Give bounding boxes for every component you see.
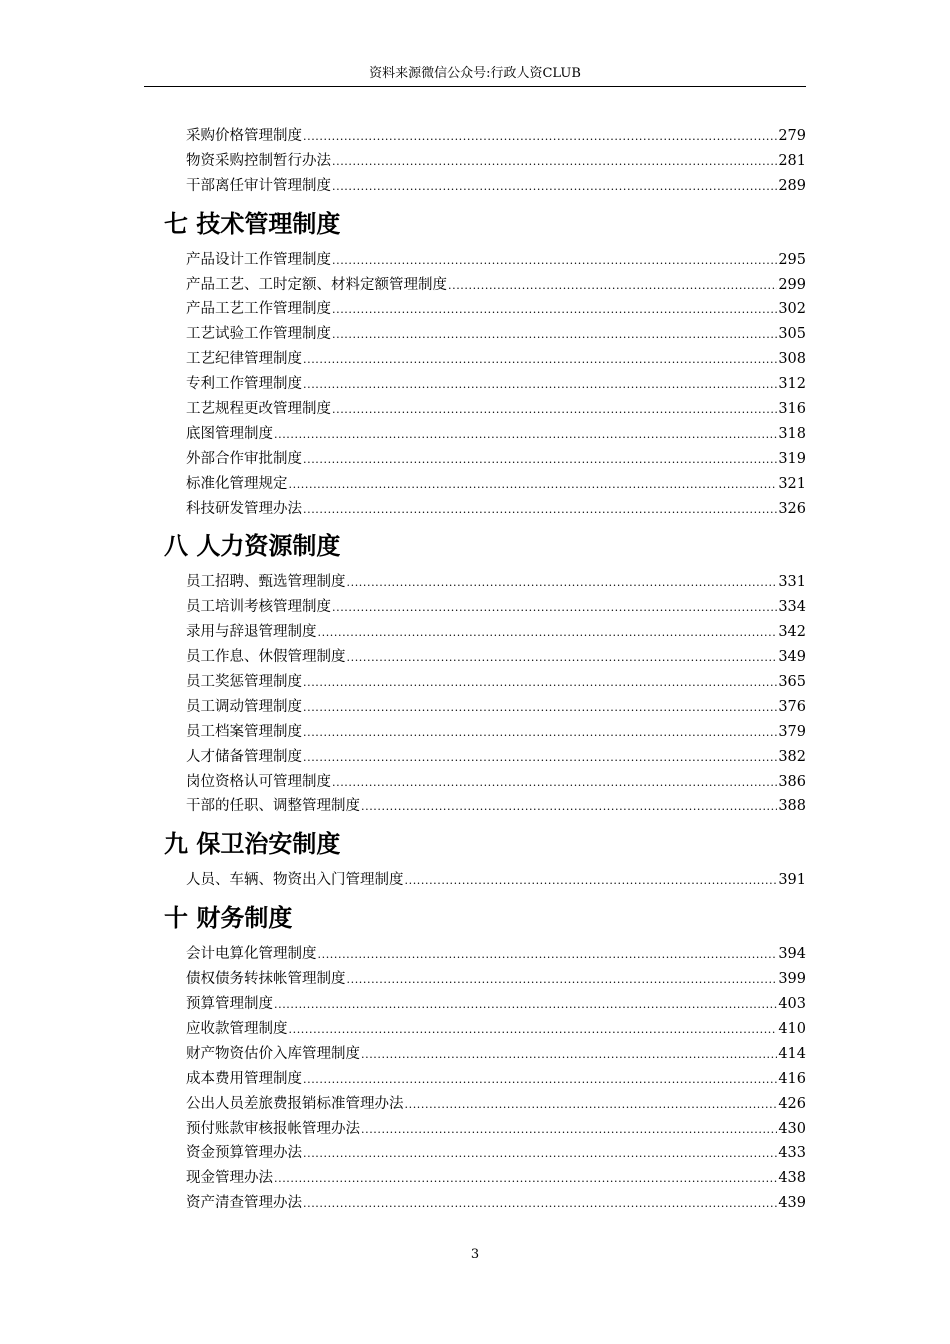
toc-entry-page: 438 — [778, 1170, 806, 1187]
page-header: 资料来源微信公众号:行政人资CLUB — [144, 64, 806, 87]
toc-entry[interactable] — [144, 273, 806, 298]
toc-entry[interactable] — [144, 770, 806, 795]
toc-entry[interactable] — [144, 868, 806, 893]
dot-leader — [289, 472, 778, 498]
dot-leader — [405, 868, 778, 894]
toc-entry-page: 305 — [778, 326, 806, 343]
dot-leader — [332, 397, 777, 423]
dot-leader — [332, 322, 777, 348]
toc-entry-title: 人员、车辆、物资出入门管理制度 — [186, 872, 404, 889]
page-number: 3 — [470, 1247, 480, 1262]
toc-entry[interactable] — [144, 794, 806, 819]
toc-entry[interactable] — [144, 372, 806, 397]
toc-entry[interactable] — [144, 1141, 806, 1166]
dot-leader — [274, 422, 777, 448]
toc-entry[interactable] — [144, 695, 806, 720]
toc-entry[interactable] — [144, 570, 806, 595]
toc-entry-page: 410 — [778, 1020, 806, 1037]
table-of-contents — [144, 124, 806, 1216]
toc-entry[interactable] — [144, 1042, 806, 1067]
toc-entry[interactable] — [144, 1191, 806, 1216]
toc-entry-page: 399 — [778, 971, 806, 988]
toc-entry-title: 成本费用管理制度 — [186, 1070, 302, 1087]
toc-entry[interactable] — [144, 1092, 806, 1117]
toc-entry-page: 295 — [778, 251, 806, 268]
toc-entry-title: 工艺规程更改管理制度 — [186, 401, 331, 418]
dot-leader — [332, 297, 777, 323]
toc-entry-page: 279 — [778, 128, 806, 144]
dot-leader — [303, 372, 777, 398]
dot-leader — [303, 447, 777, 473]
toc-entry-title: 产品工艺工作管理制度 — [186, 301, 331, 318]
toc-entry-page: 430 — [778, 1120, 806, 1137]
toc-entry[interactable] — [144, 1117, 806, 1142]
toc-entry-title: 外部合作审批制度 — [186, 450, 302, 467]
toc-entry-page: 426 — [778, 1095, 806, 1112]
dot-leader — [303, 124, 777, 150]
toc-entry[interactable] — [144, 992, 806, 1017]
toc-entry-title: 应收款管理制度 — [186, 1020, 288, 1037]
dot-leader — [332, 149, 777, 175]
toc-entry[interactable] — [144, 720, 806, 745]
toc-entry[interactable] — [144, 595, 806, 620]
toc-entry-page: 319 — [778, 450, 806, 467]
toc-entry-page: 376 — [778, 698, 806, 715]
toc-entry-page: 321 — [778, 475, 806, 492]
dot-leader — [303, 497, 777, 523]
toc-entry-title: 干部离任审计管理制度 — [186, 177, 331, 194]
toc-entry-page: 318 — [778, 425, 806, 442]
toc-entry-title: 员工培训考核管理制度 — [186, 599, 331, 616]
toc-entry-title: 岗位资格认可管理制度 — [186, 773, 331, 790]
toc-entry-page: 334 — [778, 599, 806, 616]
toc-entry-page: 331 — [778, 574, 806, 591]
dot-leader — [332, 770, 777, 796]
toc-entry-title: 录用与辞退管理制度 — [186, 624, 317, 641]
dot-leader — [361, 1117, 777, 1143]
toc-entry[interactable] — [144, 322, 806, 347]
toc-entry-page: 414 — [778, 1045, 806, 1062]
toc-entry-title: 产品设计工作管理制度 — [186, 251, 331, 268]
toc-entry-page: 289 — [778, 177, 806, 194]
toc-entry-page: 439 — [778, 1195, 806, 1212]
toc-entry[interactable] — [144, 422, 806, 447]
section-heading: 七 技术管理制度 — [164, 209, 341, 238]
toc-entry-title: 会计电算化管理制度 — [186, 946, 317, 963]
dot-leader — [318, 620, 778, 646]
toc-entry[interactable] — [144, 472, 806, 497]
toc-entry-title: 底图管理制度 — [186, 425, 273, 442]
toc-entry-title: 预算管理制度 — [186, 996, 273, 1013]
dot-leader — [303, 670, 777, 696]
dot-leader — [289, 1017, 778, 1043]
toc-entry[interactable] — [144, 297, 806, 322]
dot-leader — [332, 248, 777, 274]
toc-entry-title: 资产清查管理办法 — [186, 1195, 302, 1212]
dot-leader — [303, 1141, 777, 1167]
dot-leader — [361, 1042, 777, 1068]
dot-leader — [303, 1067, 777, 1093]
toc-entry[interactable] — [144, 497, 806, 522]
dot-leader — [303, 720, 777, 746]
toc-entry-title: 科技研发管理办法 — [186, 500, 302, 517]
toc-entry-title: 员工调动管理制度 — [186, 698, 302, 715]
toc-entry-title: 工艺纪律管理制度 — [186, 351, 302, 368]
toc-entry-page: 302 — [778, 301, 806, 318]
toc-entry[interactable] — [144, 397, 806, 422]
toc-entry[interactable] — [144, 967, 806, 992]
dot-leader — [274, 1166, 777, 1192]
toc-entry-title: 物资采购控制暂行办法 — [186, 152, 331, 169]
toc-entry-title: 产品工艺、工时定额、材料定额管理制度 — [186, 276, 447, 293]
toc-entry[interactable] — [144, 248, 806, 273]
dot-leader — [347, 570, 778, 596]
dot-leader — [318, 942, 778, 968]
dot-leader — [347, 967, 778, 993]
dot-leader — [303, 347, 777, 373]
toc-entry-page: 365 — [778, 674, 806, 691]
toc-entry-page: 312 — [778, 376, 806, 393]
toc-entry-title: 标准化管理规定 — [186, 475, 288, 492]
section-heading: 九 保卫治安制度 — [164, 830, 341, 859]
toc-entry-page: 342 — [778, 624, 806, 641]
toc-entry[interactable] — [144, 620, 806, 645]
toc-entry-page: 403 — [778, 996, 806, 1013]
toc-entry-page: 388 — [778, 798, 806, 815]
toc-entry-title: 债权债务转抹帐管理制度 — [186, 971, 346, 988]
dot-leader — [303, 745, 777, 771]
dot-leader — [448, 273, 777, 299]
toc-entry-title: 预付账款审核报帐管理办法 — [186, 1120, 360, 1137]
toc-entry[interactable] — [144, 1067, 806, 1092]
toc-entry-page: 379 — [778, 723, 806, 740]
toc-entry-page: 299 — [778, 276, 806, 293]
toc-entry-page: 326 — [778, 500, 806, 517]
toc-entry[interactable] — [144, 645, 806, 670]
dot-leader — [332, 174, 777, 200]
section-heading: 十 财务制度 — [164, 904, 293, 933]
toc-entry-title: 人才储备管理制度 — [186, 748, 302, 765]
toc-entry-page: 394 — [778, 946, 806, 963]
toc-entry-title: 员工奖惩管理制度 — [186, 674, 302, 691]
toc-entry-page: 382 — [778, 748, 806, 765]
toc-entry-title: 员工档案管理制度 — [186, 723, 302, 740]
toc-entry-page: 281 — [778, 152, 806, 169]
toc-entry-title: 现金管理办法 — [186, 1170, 273, 1187]
toc-entry-title: 干部的任职、调整管理制度 — [186, 798, 360, 815]
dot-leader — [303, 695, 777, 721]
toc-entry-title: 工艺试验工作管理制度 — [186, 326, 331, 343]
toc-entry[interactable] — [144, 124, 806, 149]
toc-entry-title: 员工作息、休假管理制度 — [186, 649, 346, 666]
toc-entry-page: 349 — [778, 649, 806, 666]
dot-leader — [303, 1191, 777, 1217]
dot-leader — [347, 645, 778, 671]
section-heading: 八 人力资源制度 — [164, 532, 341, 561]
toc-entry-title: 资金预算管理办法 — [186, 1145, 302, 1162]
toc-entry[interactable] — [144, 1166, 806, 1191]
toc-entry-page: 386 — [778, 773, 806, 790]
toc-entry[interactable] — [144, 149, 806, 174]
dot-leader — [332, 595, 777, 621]
toc-entry[interactable] — [144, 174, 806, 199]
toc-entry[interactable] — [144, 942, 806, 967]
toc-entry-title: 公出人员差旅费报销标准管理办法 — [186, 1095, 404, 1112]
toc-entry[interactable] — [144, 447, 806, 472]
toc-entry[interactable] — [144, 670, 806, 695]
toc-entry-page: 316 — [778, 401, 806, 418]
toc-entry[interactable] — [144, 745, 806, 770]
dot-leader — [274, 992, 777, 1018]
toc-entry-title: 采购价格管理制度 — [186, 128, 302, 144]
dot-leader — [405, 1092, 778, 1118]
dot-leader — [361, 794, 777, 820]
toc-entry-page: 416 — [778, 1070, 806, 1087]
toc-entry-title: 财产物资估价入库管理制度 — [186, 1045, 360, 1062]
toc-entry-page: 433 — [778, 1145, 806, 1162]
toc-entry[interactable] — [144, 1017, 806, 1042]
toc-entry-title: 专利工作管理制度 — [186, 376, 302, 393]
toc-entry-page: 308 — [778, 351, 806, 368]
toc-entry-page: 391 — [778, 872, 806, 889]
toc-entry[interactable] — [144, 347, 806, 372]
toc-entry-title: 员工招聘、甄选管理制度 — [186, 574, 346, 591]
